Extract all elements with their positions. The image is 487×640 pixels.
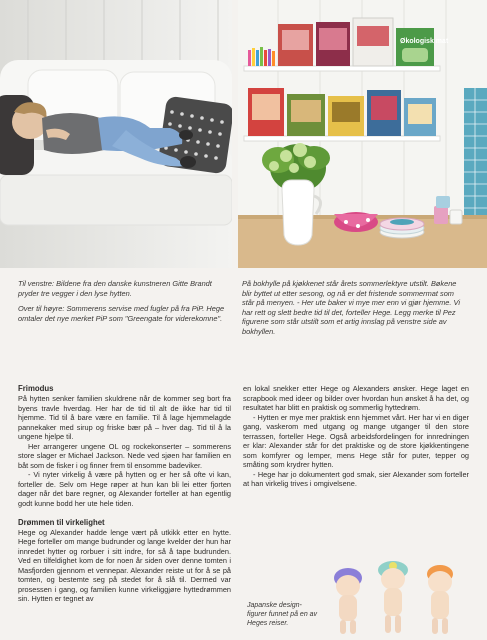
caption-left	[18, 279, 228, 329]
heading-drommen: Drømmen til virkelighet	[18, 517, 105, 527]
paragraph: en lokal snekker etter Hege og Alexanders ønsker. Hege laget en scrapbook med ideer og bilder over hvordan hun ønsket å ha det, og resultatet har blitt en praktisk og sommerlig hyttedrøm.	[243, 384, 469, 413]
caption-figures-text: Japanske design-figurer funnet på en av Heges reiser.	[247, 602, 318, 627]
caption-right	[242, 279, 468, 343]
figures-illustration	[318, 560, 487, 640]
paragraph: Hege og Alexander hadde lenge vært på utkikk etter en hytte. Hege forteller om mange budrunder og lange kvelder der hun har innredet hytter og rorbuer i sitt indre, for så å tape budrunden. Ved en tilfeldighet kom de for noen år siden over denne tomten i Masfjorden gjennom et vennepar. Alexander reiste ut for å se på tomten, og bestemte seg på stedet for å slå til. Dermed var prosessen i gang, og familien kunne virkeliggjøre hyttedrømmen sin. Hytten er tegnet av	[18, 527, 231, 604]
paragraph: - Vi nyter virkelig å være på hytten og er her så ofte vi kan, forteller de. Selv om Hege røper at hun kan bli lei etter fjorten dager når det bare regner, og Alexander forteller at han egentlig godt kunne bodd her ute hele tiden.	[18, 470, 231, 509]
heading-frimodus: Frimodus	[18, 384, 54, 393]
paragraph: På hytten senker familien skuldrene når de kommer seg bort fra byens travle hverdag. Her har de tid til alt de ikke har tid til hjemme. Tid til å bare være en familie. Til å lage hjemmelagde pannekaker med sirup og friske bær på – hver dag. Tid til å la ungene hjelpe til.	[18, 394, 231, 442]
paragraph: Her arrangerer ungene OL og rockekonserter – sommerens store slager er Michael Jackson. Nede ved sjøen har familien en båt som de fisker i og finner frem til ensomme badeviker.	[18, 441, 231, 470]
photo-japanese-figures	[318, 560, 487, 640]
paragraph: - Hytten er mye mer praktisk enn hjemmet vårt. Her har vi en diger gang, vaskerom med utgang og mange utganger til den store terrassen, forteller Hege. Også arbeidsfordelingen for innredningen er klar: Alexander står for det praktiske og de store kjøkkentingene som komfyrer og lemper, mens Hege står for puter, tepper og småting som krydrer hytten.	[243, 412, 469, 470]
book-title: Økologisk mat	[400, 38, 449, 45]
photo-boy-on-sofa	[0, 0, 232, 268]
article-column-right	[243, 384, 469, 489]
photo-boy-on-sofa-illustration	[0, 0, 232, 268]
paragraph: - Hege har jo dokumentert god smak, sier Alexander som forteller at han virkelig trives i omgivelsene.	[243, 469, 469, 489]
caption-left-1: Til venstre: Bildene fra den danske kunstneren Gitte Brandt pryder tre vegger i den lyse hytten.	[18, 279, 212, 298]
article-column-left	[18, 384, 231, 604]
caption-left-2: Over til høyre: Sommerens servise med fugler på fra PiP. Hege omtaler det nye merket PiP som "Greengate for viderekomne".	[18, 304, 225, 323]
caption-figures	[247, 601, 319, 634]
photo-kitchen-bookshelf-illustration	[238, 0, 487, 268]
photo-kitchen-bookshelf	[238, 0, 487, 268]
caption-right-1: På bokhylle på kjøkkenet står årets sommerlektyre utstilt. Bøkene blir byttet ut etter sesong, og nå er det fristende sommermat som står på menyen. - Her ute baker vi mye mer enn vi gjør hjemme. Vi har rett og slett bedre tid til det, forteller Hege. Legg merke til Pez figurene som står utstilt som et artig innslag på venstre side av bokhyllen.	[242, 279, 460, 336]
